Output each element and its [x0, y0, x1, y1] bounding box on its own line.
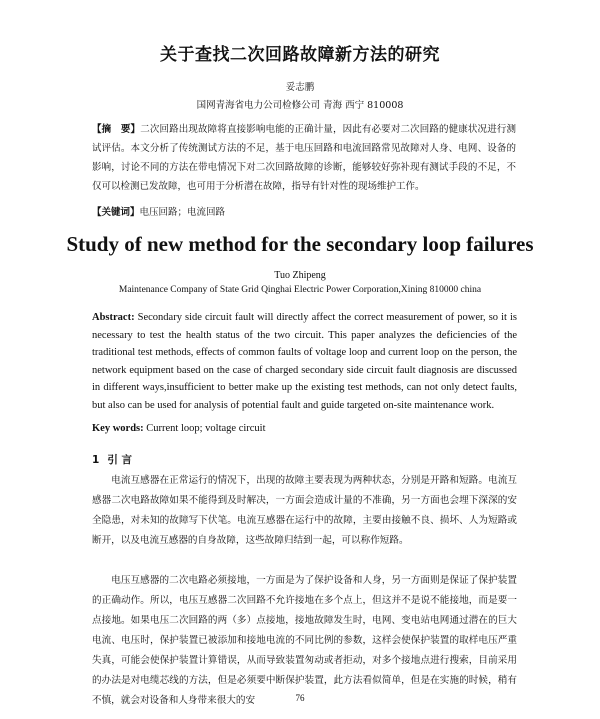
affiliation-cn: 国网青海省电力公司检修公司 青海 西宁 810008 [196, 100, 404, 111]
abstract-en-label: Abstract: [92, 312, 135, 323]
abstract-cn [92, 120, 516, 196]
abstract-en-text: Secondary side circuit fault will directly affect the correct measurement of power, so it is necessary to test the health status of the two circuit. This paper analyzes the deficiencies of the traditional test methods, effects of common faults of voltage loop and current loop on the person, the network equipment based on the case of charged secondary side circuit fault diagnosis are discussed in different ways,insufficient to better make up the existing test methods, can not only detect faults, but also can be used for analysis of potential fault and guide targeted on-site maintenance work. [92, 312, 517, 411]
keywords-en-label: Key words: [92, 423, 144, 434]
title-cn: 关于查找二次回路故障新方法的研究 [160, 45, 440, 65]
keywords-cn-label: 【关键词】 [92, 207, 140, 218]
affiliation-en: Maintenance Company of State Grid Qinghai Electric Power Corporation,Xining 810000 china [118, 285, 482, 295]
keywords-en [92, 423, 517, 434]
keywords-cn [92, 205, 516, 221]
body-paragraph: 电流互感器在正常运行的情况下，出现的故障主要表现为两种状态，分别是开路和短路。电流互感器二次电路故障如果不能得到及时解决，一方面会造成计量的不准确，另一方面也会埋下深深的安全隐患，对未知的故障写下伏笔。电流互感器在运行中的故障，主要由接触不良、损坏、人为短路或断开，以及电流互感器的自身故障，这些故障归结到一起，可以称作短路。 [92, 475, 517, 546]
body-paragraph: 电压互感器的二次电路必须接地，一方面是为了保护设备和人身，另一方面则是保证了保护装置的正确动作。所以，电压互感器二次回路不允许接地在多个点上，但这并不是说不能接地，而是要一点接地。如果电压二次回路的两（多）点接地，接地故障发生时，电网、变电站电网通过潜在的巨大电流、电压时，保护装置已被添加和接地电流的不同比例的参数，这样会使保护装置的取样电压严重失真，可能会使保护装置计算错误，从而导致装置匆动或者拒动，对多个接地点进行搜索，目前采用的办法是对电缆芯线的方法，但是必须要中断保护装置，此方法看似简单，但是在实施的时候，稍有不慎，就会对设备和人身带来很大的安 [92, 575, 517, 706]
keywords-cn-text: 电压回路；电流回路 [139, 207, 226, 218]
section-heading [92, 452, 132, 467]
page-number: 76 [295, 693, 305, 703]
keywords-en-text: Current loop; voltage circuit [146, 423, 266, 434]
abstract-cn-label: 【摘 要】 [92, 124, 141, 135]
abstract-en [92, 309, 517, 414]
author-en: Tuo Zhipeng [274, 270, 326, 281]
section-number: 1 [92, 454, 100, 466]
title-en: Study of new method for the secondary loop failures [66, 232, 534, 256]
author-cn: 妥志鹏 [285, 82, 315, 93]
section-title: 引 言 [107, 454, 132, 466]
abstract-cn-text: 二次回路出现故障将直接影响电能的正确计量，因此有必要对二次回路的健康状况进行测试评估。本文分析了传统测试方法的不足，基于电压回路和电流回路常见故障对人身、电网、设备的影响，讨论不同的方法在带电情况下对二次回路故障的诊断，能够较好弥补现有测试手段的不足，不仅可以检测已发故障，也可用于分析潜在故障，指导有针对性的现场维护工作。 [92, 124, 516, 192]
